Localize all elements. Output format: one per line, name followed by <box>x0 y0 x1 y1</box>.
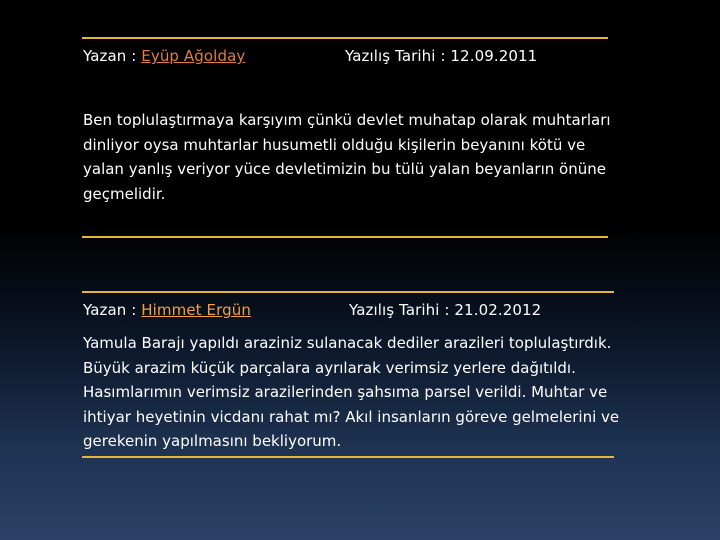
post2-author-label: Yazan : <box>83 301 142 319</box>
post2-author-link[interactable]: Himmet Ergün <box>141 301 251 319</box>
post2-line-5: gerekenin yapılmasını bekliyorum. <box>83 432 342 450</box>
post2-line-2: Büyük arazim küçük parçalara ayrılarak verimsiz yerlere dağıtıldı. <box>83 358 576 377</box>
post1-author-link[interactable]: Eyüp Ağolday <box>141 47 246 65</box>
post1-top-rule <box>82 37 608 39</box>
post1-line-3: yalan yanlış veriyor yüce devletimizin bu tülü yalan beyanların önüne <box>83 160 606 178</box>
post1-body <box>83 108 611 206</box>
post1-line-4: geçmelidir. <box>83 184 166 203</box>
post2-date: Yazılış Tarihi : 21.02.2012 <box>349 301 542 319</box>
post2-author-line <box>83 301 251 319</box>
post2-line-3: Hasımlarımın verimsiz arazilerinden şahsıma parsel verildi. Muhtar ve <box>83 383 608 401</box>
post1-bottom-rule <box>82 236 608 238</box>
post1-author-label: Yazan : <box>83 47 142 65</box>
post2-bottom-rule <box>82 456 614 458</box>
post1-line-2: dinliyor oysa muhtarlar husumetli olduğu kişilerin beyanını kötü ve <box>83 135 586 154</box>
post1-line-1: Ben toplulaştırmaya karşıyım çünkü devlet muhatap olarak muhtarları <box>83 111 611 129</box>
post1-author-line <box>83 47 245 65</box>
post2-top-rule <box>82 291 614 293</box>
post2-line-1: Yamula Barajı yapıldı araziniz sulanacak dediler arazileri toplulaştırdık. <box>83 334 612 352</box>
post1-date: Yazılış Tarihi : 12.09.2011 <box>345 47 538 65</box>
post2-line-4: ihtiyar heyetinin vicdanı rahat mı? Akıl insanların göreve gelmelerini ve <box>83 407 620 426</box>
post2-body <box>83 331 619 454</box>
